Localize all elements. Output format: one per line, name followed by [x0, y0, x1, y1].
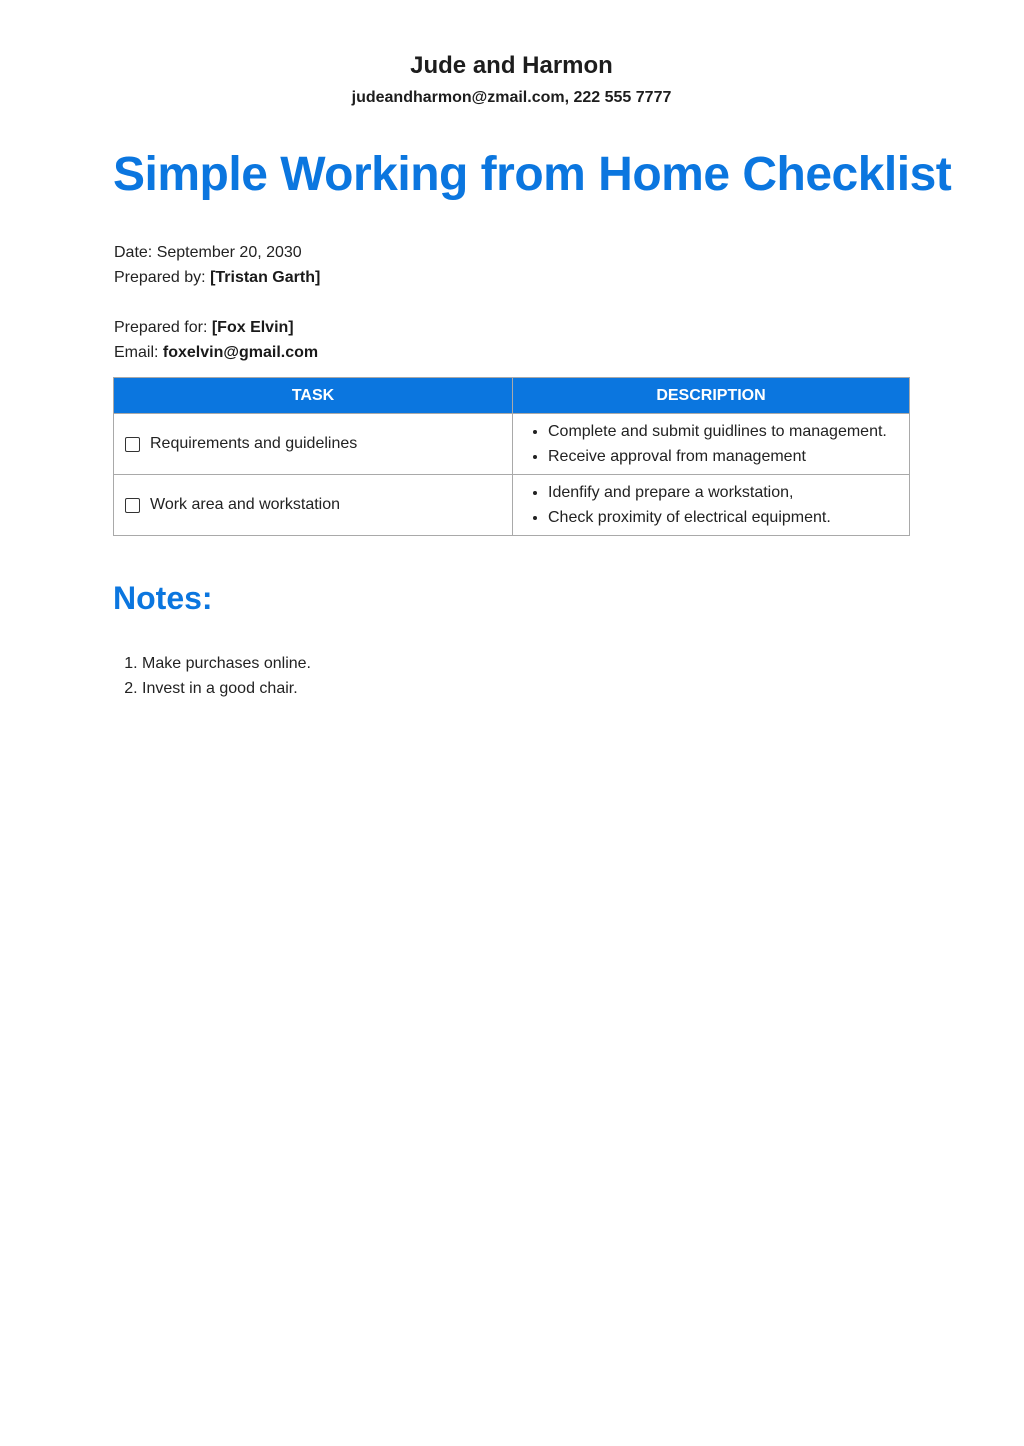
task-checkbox[interactable] — [125, 498, 140, 513]
notes-heading: Notes: — [113, 580, 213, 616]
description-item: • Complete and submit guidlines to management. — [548, 419, 909, 444]
description-item: • Idenfify and prepare a workstation, — [548, 480, 909, 505]
company-contact: judeandharmon@zmail.com, 222 555 7777 — [351, 89, 672, 106]
table-row — [114, 414, 910, 475]
prepared-by-label: Prepared by: — [114, 269, 206, 286]
email-line — [114, 344, 318, 362]
column-header-task: TASK — [114, 378, 513, 414]
task-cell — [114, 475, 513, 536]
task-label: Work area and workstation — [150, 496, 341, 513]
column-header-description: DESCRIPTION — [513, 378, 910, 414]
table-row — [114, 475, 910, 536]
prepared-for-label: Prepared for: — [114, 319, 208, 336]
table-header-row — [114, 378, 910, 414]
prepared-by-value: [Tristan Garth] — [210, 269, 321, 286]
prepared-by-line — [114, 269, 320, 287]
date-label: Date: — [114, 244, 153, 261]
company-name: Jude and Harmon — [410, 52, 613, 79]
description-item: • Check proximity of electrical equipment. — [548, 505, 909, 530]
task-label: Requirements and guidelines — [150, 435, 358, 452]
task-checkbox[interactable] — [125, 437, 140, 452]
task-cell — [114, 414, 513, 475]
date-value: September 20, 2030 — [156, 244, 302, 261]
date-line — [114, 244, 302, 262]
checklist-table — [113, 377, 910, 536]
note-item: 1. Make purchases online. — [142, 651, 311, 676]
notes-list — [113, 651, 311, 701]
description-item: • Receive approval from management — [548, 444, 909, 469]
note-item: 2. Invest in a good chair. — [142, 676, 311, 701]
prepared-for-line — [114, 319, 294, 337]
description-cell — [513, 414, 910, 475]
prepared-for-value: [Fox Elvin] — [211, 319, 294, 336]
description-list — [513, 419, 909, 469]
description-list — [513, 480, 909, 530]
document-title: Simple Working from Home Checklist — [113, 148, 952, 201]
email-label: Email: — [114, 344, 159, 361]
email-value: foxelvin@gmail.com — [162, 344, 319, 361]
description-cell — [513, 475, 910, 536]
